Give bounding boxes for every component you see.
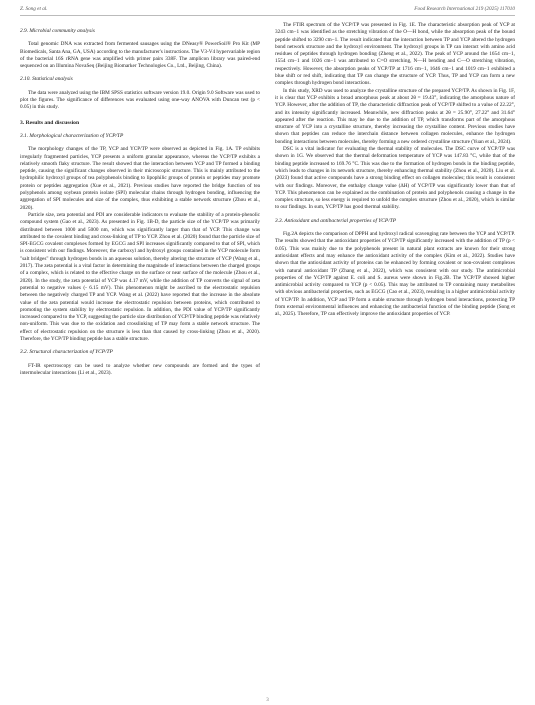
header-journal: Food Research International 219 (2025) 117010 <box>414 6 515 12</box>
section-3-1-paragraph-1: The morphology changes of the TP, YCP and YCP/TP were observed as depicted in Fig. 1A. TP exhibits irregularly fragmented particles, YCP presents a uniform granular appearance, whereas the YCP/TP exhibits a relatively smooth flaky structure. The result showed that the interaction between YCP and TP formed a binding peptide, causing the significant changes observed in their microscopic structure. This is mainly attributed to the hydrophilic hydroxyl groups of tea polyphenols binding to lipophilic groups of protein or peptides may promote protein or peptides aggregation (Xue et al., 2021). Previous studies have reported the bridge function of tea polyphenols among soybean protein isolate (SPI) molecular chains through hydrogen bonding, influencing the aggregation of SPI molecules and size of the complex, thus exhibiting a stable network structure (Zhou et al., 2020). <box>20 146 260 211</box>
section-2-9-paragraph: Total genomic DNA was extracted from fermented sausages using the DNeasy® PowerSoil® Pro Kit (MP Biomedicals, Santa Ana, GA, USA) according to the manufacturer's instructions. The V3-V4 hypervariable region of the bacterial 16S rRNA gene was amplified with primer pairs 338F. The amplicon library was paired-end sequenced on an Illumina NovaSeq (Beijing Biomarker Technologies Co., Ltd., Beijing, China). <box>20 41 261 70</box>
section-3-title: 3. Results and discussion <box>20 119 80 126</box>
header-authors: Z. Song et al. <box>20 6 48 12</box>
section-3-2-paragraph-1: FT-IR spectroscopy can be used to analyze whether new compounds are formed and the types of intermolecular interactions (Li et al., 2023). <box>20 362 260 376</box>
running-header <box>20 6 515 18</box>
section-2-10-paragraph: The data were analyzed using the IBM SPSS statistics software version 19.0. Origin 9.0 Software was used to plot the figures. The significance of differences was evaluated using one-way ANOVA with Duncan test (p < 0.05) in this study. <box>20 89 260 111</box>
ftir-paragraph: The FTIR spectrum of the YCP/TP was presented in Fig. 1E. The characteristic absorption peak of YCP at 3243 cm−1 was identified as the stretching vibration of the O—H bond, while the absorption peak of the bound peptide shifted to 3290 cm−1. The result indicated that the interaction between TP and YCP altered the hydrogen bond network structure and the hydroxyl environment. The hydroxyl groups in TP can interact with amino acid residues of peptides through hydrogen bonding (Zheng et al., 2022). The peak of YCP around the 1654 cm−1, 1554 cm−1 and 1026 cm−1 was attributed to C=O stretching, N—H bending and C—O stretching vibration, respectively. However, the absorption peaks of YCP/TP at 1716 cm−1, 1646 cm−1 and 1019 cm−1 exhibited a blue shift or red shift, indicating that TP can change the structure of YCP. Thus, TP and YCP can form a new complex through hydrogen bond interactions. <box>275 22 515 87</box>
section-3-1-title: 3.1. Morphological characterization of YCP/TP <box>20 132 124 139</box>
page-number: 3 <box>266 698 269 703</box>
section-2-10-title: 2.10. Statistical analysis <box>20 76 73 83</box>
xrd-paragraph: In this study, XRD was used to analyze the crystalline structure of the prepared YCP/TP. As shown in Fig. 1F, it is clear that YCP exhibits a broad amorphous peak at about 2θ = 19.43°, indicating the amorphous nature of YCP. However, after the addition of TP, the characteristic diffraction peak of YCP/TP shifted to a value of 22.22°, and its intensity significantly increased. Meanwhile, new diffraction peaks at 2θ = 25.90°, 27.22° and 31.64° appeared after the reaction. This may be due to the addition of TP, which transforms part of the amorphous structure of YCP into a crystalline structure, thereby increasing the crystalline content. Previous studies have shown that peptides can reduce the interchain distance between collagen molecules, enhance the hydrogen bonding interactions between molecules, thereby forming a new ordered crystalline structure (Yuan et al., 2024). <box>275 87 515 145</box>
section-2-9-title: 2.9. Microbial community analysis <box>20 28 95 34</box>
section-3-1-paragraph-2: Particle size, zeta potential and PDI are considerable indicators to evaluate the stability of a protein-phenolic compound system (Gao et al., 2023). As presented in Fig. 1B-D, the particle size of the YCP/TP was primarily distributed between 1000 and 5000 nm, which was significantly larger than that of YCP. This change was attributed to the covalent binding and cross-linking of TP to YCP. Zhou et al. (2020) found that the particle size of SPI-EGCG covalent complexes formed by EGCG and SPI increases significantly compared to that of SPI, which is consistent with our findings. Moreover, the carboxyl and hydroxyl groups contained in the YCP molecule form "salt bridges" through hydrogen bonds in an aqueous solution, thereby altering the structure of YCP (Wang et al., 2017). The zeta potential is a vital factor in determining the magnitude of interactions between the charged groups of a complex, which is related to the effective charge on the surface or near surface of the molecule (Zhou et al., 2020). In the study, the zeta potential of YCP was 4.17 mV, while the addition of TP converts the signal of zeta potential to negative values (- 6.15 mV). This phenomenon might be ascribed to the electrostatic repulsion between the negatively charged TP and YCP. Wang et al. (2022) have reported that the increase in the absolute value of the zeta potential would increase the electrostatic repulsion between proteins, which contributed to promoting the system stability by electrostatic repulsion. In addition, the PDI value of YCP/TP significantly increased compared to the YCP, suggesting the particle size distribution of YCP/TP binding peptide was relatively non-uniform. This was due to the oxidation and crosslinking of TP may form a stable network structure. The effect of electrostatic repulsion on the structure is less than that caused by cross-linking (Zhou et al., 2020). Therefore, the YCP/TP binding peptide has a stable structure. <box>20 211 260 342</box>
dsc-paragraph: DSC is a vital indicator for evaluating the thermal stability of molecules. The DSC curve of YCP/TP was shown in 1G. We observed that the thermal deformation temperature of YCP was 147.83 °C, while that of the binding peptide increased to 169.76 °C. This was due to the formation of hydrogen bonds in the binding peptide, which leads to changes in its network structure, thereby enhancing thermal stability (Zhou et al., 2020). Liu et al. (2023) found that active compounds have a strong binding effect on collagen molecules; this result is consistent with our findings. Moreover, the enthalpy change value (ΔH) of YCP/TP was significantly lower than that of YCP. This phenomenon can be explained as the combination of protein and polyphenols causing a change in the complex structure, so less energy is required to unfold the complex structure (Zhou et al., 2020), which is similar to our findings. In sum, YCP/TP has good thermal stability. <box>275 146 515 211</box>
header-rule <box>20 15 515 16</box>
section-3-2-title: 3.2. Structural characterization of YCP/TP <box>20 349 113 356</box>
antioxidant-paragraph: Fig.2A depicts the comparison of DPPH and hydroxyl radical scavenging rate between the YCP and YCP/TP. The results showed that the antioxidant properties of YCP/TP significantly increased with the addition of TP (p < 0.05). This was mainly due to the polyphenols present in natural plant extracts are known for their strong antioxidant effects and may enhance the antioxidant activity of the complex (Kim et al., 2022). Studies have shown that the antioxidant activity of proteins can be enhanced by forming covalent or non-covalent complexes with natural antioxidant TP (Zhang et al., 2022), which was consistent with our study. The antimicrobial properties of the YCP/TP against E. coli and S. aureus were shown in Fig.2B. The YCP/TP showed higher antimicrobial activity compared to YCP (p < 0.05). This may be attributed to TP containing many metabolites with obvious antibacterial properties, such as EGCG (Cao et al., 2023), resulting in a higher antimicrobial activity of YCP/TP. In addition, YCP and TP form a stable structure through hydrogen bond interactions, protecting TP from external environmental influences and enhancing the antibacterial function of the binding peptide (Song et al., 2025). Therefore, TP can effectively improve the antioxidant properties of YCP. <box>275 231 515 318</box>
left-column <box>20 22 260 377</box>
section-3-3-title: 3.3. Antioxidant and antibacterial properties of YCP/TP <box>275 217 396 224</box>
right-column <box>275 22 515 319</box>
